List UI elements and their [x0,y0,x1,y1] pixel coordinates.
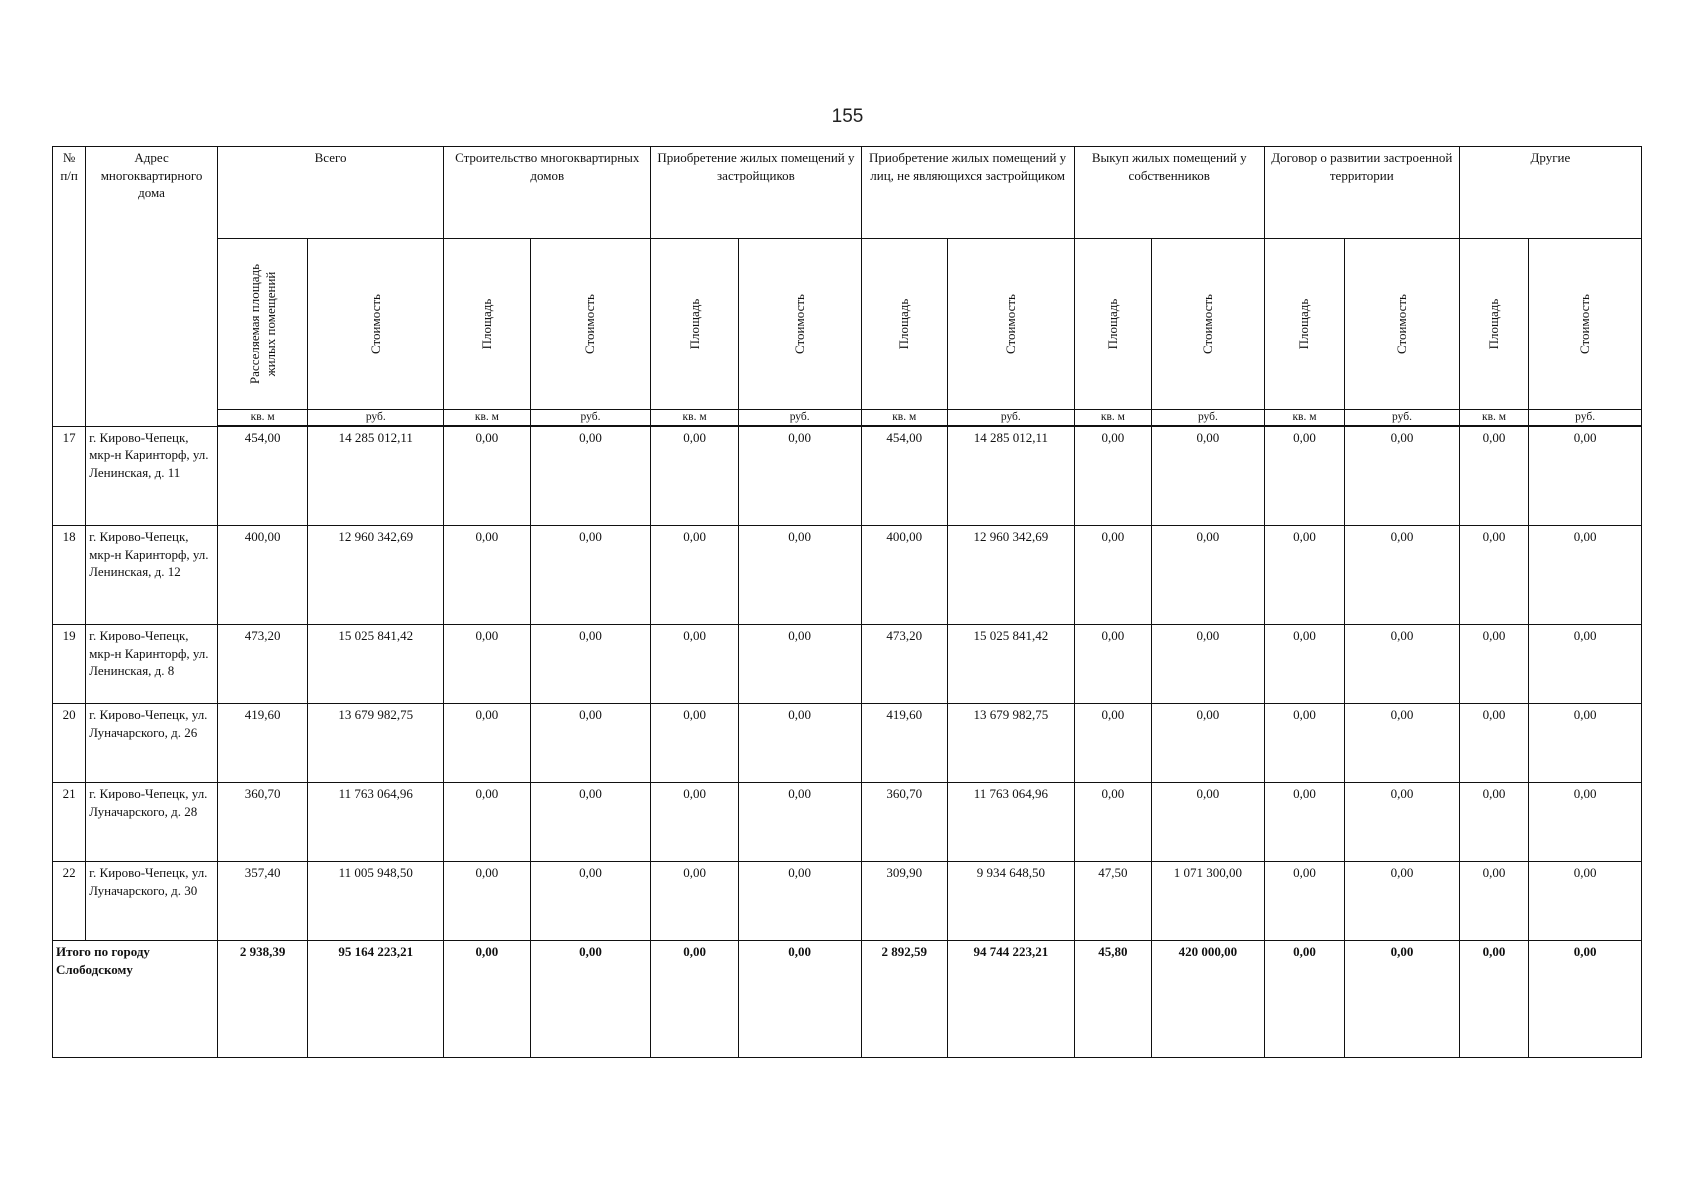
subheader-label: Площадь [478,298,494,350]
row-value: 0,00 [530,704,651,783]
row-value: 0,00 [1529,862,1642,941]
row-value: 0,00 [1529,625,1642,704]
row-value: 0,00 [1264,704,1344,783]
total-value: 0,00 [444,941,530,1058]
row-value: 14 285 012,11 [308,426,444,526]
row-value: 0,00 [1074,526,1151,625]
header-address: Адрес многоквартирного дома [86,147,218,427]
row-value: 0,00 [1345,526,1460,625]
total-value: 0,00 [1264,941,1344,1058]
row-value: 0,00 [1074,704,1151,783]
unit-cell: кв. м [444,410,530,427]
subheader-label: Площадь [1104,298,1120,350]
subheader-label: Стоимость [1002,294,1018,354]
row-value: 0,00 [444,783,530,862]
subheader-cell [1459,239,1528,410]
row-value: 11 005 948,50 [308,862,444,941]
row-value: 0,00 [530,783,651,862]
row-value: 0,00 [530,862,651,941]
row-address: г. Кирово-Чепецк, ул. Луначарского, д. 30 [86,862,218,941]
row-value: 0,00 [1264,625,1344,704]
row-value: 0,00 [1529,426,1642,526]
row-value: 360,70 [861,783,947,862]
row-value: 0,00 [1345,704,1460,783]
row-value: 0,00 [651,783,738,862]
row-number: 18 [53,526,86,625]
unit-cell: кв. м [1459,410,1528,427]
total-value: 0,00 [1459,941,1528,1058]
row-value: 15 025 841,42 [308,625,444,704]
row-value: 0,00 [1459,862,1528,941]
header-group-purchase-developers: Приобретение жилых помещений у застройщиков [651,147,861,239]
total-value: 0,00 [651,941,738,1058]
row-value: 9 934 648,50 [947,862,1074,941]
row-value: 357,40 [217,862,308,941]
row-value: 0,00 [1152,426,1265,526]
row-value: 15 025 841,42 [947,625,1074,704]
row-value: 0,00 [1345,426,1460,526]
subheader-cell [1074,239,1151,410]
row-value: 0,00 [444,862,530,941]
subheader-label: Стоимость [791,294,807,354]
row-value: 0,00 [530,526,651,625]
subheader-label: Стоимость [367,294,383,354]
subheader-label: Площадь [1486,298,1502,350]
table-row [53,704,1642,783]
row-value: 0,00 [1264,783,1344,862]
subheader-cell [861,239,947,410]
subheader-label: Стоимость [582,294,598,354]
row-value: 47,50 [1074,862,1151,941]
subheader-cell [738,239,861,410]
header-group-buyout: Выкуп жилых помещений у собственников [1074,147,1264,239]
table-row [53,783,1642,862]
row-value: 0,00 [1345,862,1460,941]
total-value: 0,00 [1529,941,1642,1058]
row-value: 14 285 012,11 [947,426,1074,526]
subheader-cell [308,239,444,410]
header-num: № п/п [53,147,86,427]
row-value: 360,70 [217,783,308,862]
total-value: 45,80 [1074,941,1151,1058]
unit-cell: кв. м [217,410,308,427]
row-value: 0,00 [1264,426,1344,526]
row-value: 0,00 [1459,625,1528,704]
subheader-label: Площадь [686,298,702,350]
header-row-units [53,410,1642,427]
row-value: 0,00 [530,625,651,704]
subheader-cell [1345,239,1460,410]
unit-cell: руб. [530,410,651,427]
row-number: 20 [53,704,86,783]
subheader-cell [1264,239,1344,410]
header-group-construction: Строительство многоквартирных домов [444,147,651,239]
row-address: г. Кирово-Чепецк, мкр-н Каринторф, ул. Ленинская, д. 8 [86,625,218,704]
unit-cell: кв. м [651,410,738,427]
total-value: 2 938,39 [217,941,308,1058]
subheader-label: Стоимость [1577,294,1593,354]
row-value: 0,00 [1152,783,1265,862]
row-value: 0,00 [444,526,530,625]
total-value: 0,00 [1345,941,1460,1058]
unit-cell: руб. [308,410,444,427]
row-value: 0,00 [651,704,738,783]
row-value: 1 071 300,00 [1152,862,1265,941]
header-group-other: Другие [1459,147,1641,239]
row-value: 419,60 [217,704,308,783]
row-address: г. Кирово-Чепецк, мкр-н Каринторф, ул. Ленинская, д. 12 [86,526,218,625]
header-group-total: Всего [217,147,443,239]
unit-cell: руб. [1152,410,1265,427]
row-value: 0,00 [1459,783,1528,862]
row-value: 473,20 [861,625,947,704]
row-value: 0,00 [1264,526,1344,625]
unit-cell: руб. [1345,410,1460,427]
total-row [53,941,1642,1058]
row-value: 0,00 [1459,526,1528,625]
total-value: 0,00 [530,941,651,1058]
unit-cell: кв. м [861,410,947,427]
header-row-groups [53,147,1642,239]
row-value: 0,00 [738,625,861,704]
row-value: 454,00 [217,426,308,526]
row-number: 21 [53,783,86,862]
row-value: 400,00 [217,526,308,625]
total-value: 94 744 223,21 [947,941,1074,1058]
row-value: 0,00 [1529,704,1642,783]
row-value: 454,00 [861,426,947,526]
resettlement-table [52,146,1642,1058]
row-value: 0,00 [651,625,738,704]
unit-cell: руб. [1529,410,1642,427]
row-value: 0,00 [738,783,861,862]
row-address: г. Кирово-Чепецк, ул. Луначарского, д. 26 [86,704,218,783]
row-address: г. Кирово-Чепецк, ул. Луначарского, д. 28 [86,783,218,862]
header-row-subcolumns [53,239,1642,410]
row-value: 419,60 [861,704,947,783]
unit-cell: кв. м [1074,410,1151,427]
row-value: 0,00 [738,526,861,625]
row-value: 0,00 [738,426,861,526]
header-group-purchase-non-developers: Приобретение жилых помещений у лиц, не являющихся застройщиком [861,147,1074,239]
row-value: 0,00 [1529,783,1642,862]
subheader-label: Площадь [896,298,912,350]
subheader-cell [947,239,1074,410]
subheader-label: Стоимость [1199,294,1215,354]
row-address: г. Кирово-Чепецк, мкр-н Каринторф, ул. Ленинская, д. 11 [86,426,218,526]
row-value: 0,00 [1345,783,1460,862]
row-value: 309,90 [861,862,947,941]
row-value: 0,00 [651,426,738,526]
row-value: 0,00 [1074,783,1151,862]
row-value: 0,00 [1264,862,1344,941]
total-value: 0,00 [738,941,861,1058]
header-group-development-agreement: Договор о развитии застроенной территории [1264,147,1459,239]
table-row [53,526,1642,625]
row-value: 11 763 064,96 [308,783,444,862]
row-value: 0,00 [1529,526,1642,625]
row-value: 0,00 [1074,625,1151,704]
row-value: 0,00 [651,526,738,625]
row-value: 0,00 [1152,704,1265,783]
table-row [53,625,1642,704]
row-value: 0,00 [1345,625,1460,704]
row-value: 0,00 [1074,426,1151,526]
table-row [53,426,1642,526]
row-value: 0,00 [444,625,530,704]
row-value: 0,00 [738,862,861,941]
subheader-label: Площадь [1296,298,1312,350]
row-value: 13 679 982,75 [308,704,444,783]
row-value: 0,00 [444,426,530,526]
unit-cell: кв. м [1264,410,1344,427]
subheader-cell [651,239,738,410]
subheader-label: Стоимость [1394,294,1410,354]
subheader-label: Расселяемая площадь жилых помещений [246,263,278,385]
subheader-cell [530,239,651,410]
row-value: 0,00 [1459,704,1528,783]
total-label: Итого по городу Слободскому [53,941,218,1058]
row-value: 11 763 064,96 [947,783,1074,862]
row-value: 0,00 [444,704,530,783]
row-value: 12 960 342,69 [947,526,1074,625]
page-number: 155 [831,106,864,127]
row-value: 0,00 [1152,526,1265,625]
subheader-cell [1529,239,1642,410]
row-number: 17 [53,426,86,526]
subheader-cell [444,239,530,410]
row-value: 0,00 [1459,426,1528,526]
row-value: 0,00 [738,704,861,783]
unit-cell: руб. [738,410,861,427]
row-value: 400,00 [861,526,947,625]
row-value: 0,00 [1152,625,1265,704]
row-number: 22 [53,862,86,941]
subheader-cell [1152,239,1265,410]
table-row [53,862,1642,941]
subheader-cell [217,239,308,410]
row-value: 12 960 342,69 [308,526,444,625]
unit-cell: руб. [947,410,1074,427]
row-number: 19 [53,625,86,704]
total-value: 2 892,59 [861,941,947,1058]
total-value: 420 000,00 [1152,941,1265,1058]
row-value: 13 679 982,75 [947,704,1074,783]
row-value: 0,00 [651,862,738,941]
row-value: 0,00 [530,426,651,526]
total-value: 95 164 223,21 [308,941,444,1058]
row-value: 473,20 [217,625,308,704]
